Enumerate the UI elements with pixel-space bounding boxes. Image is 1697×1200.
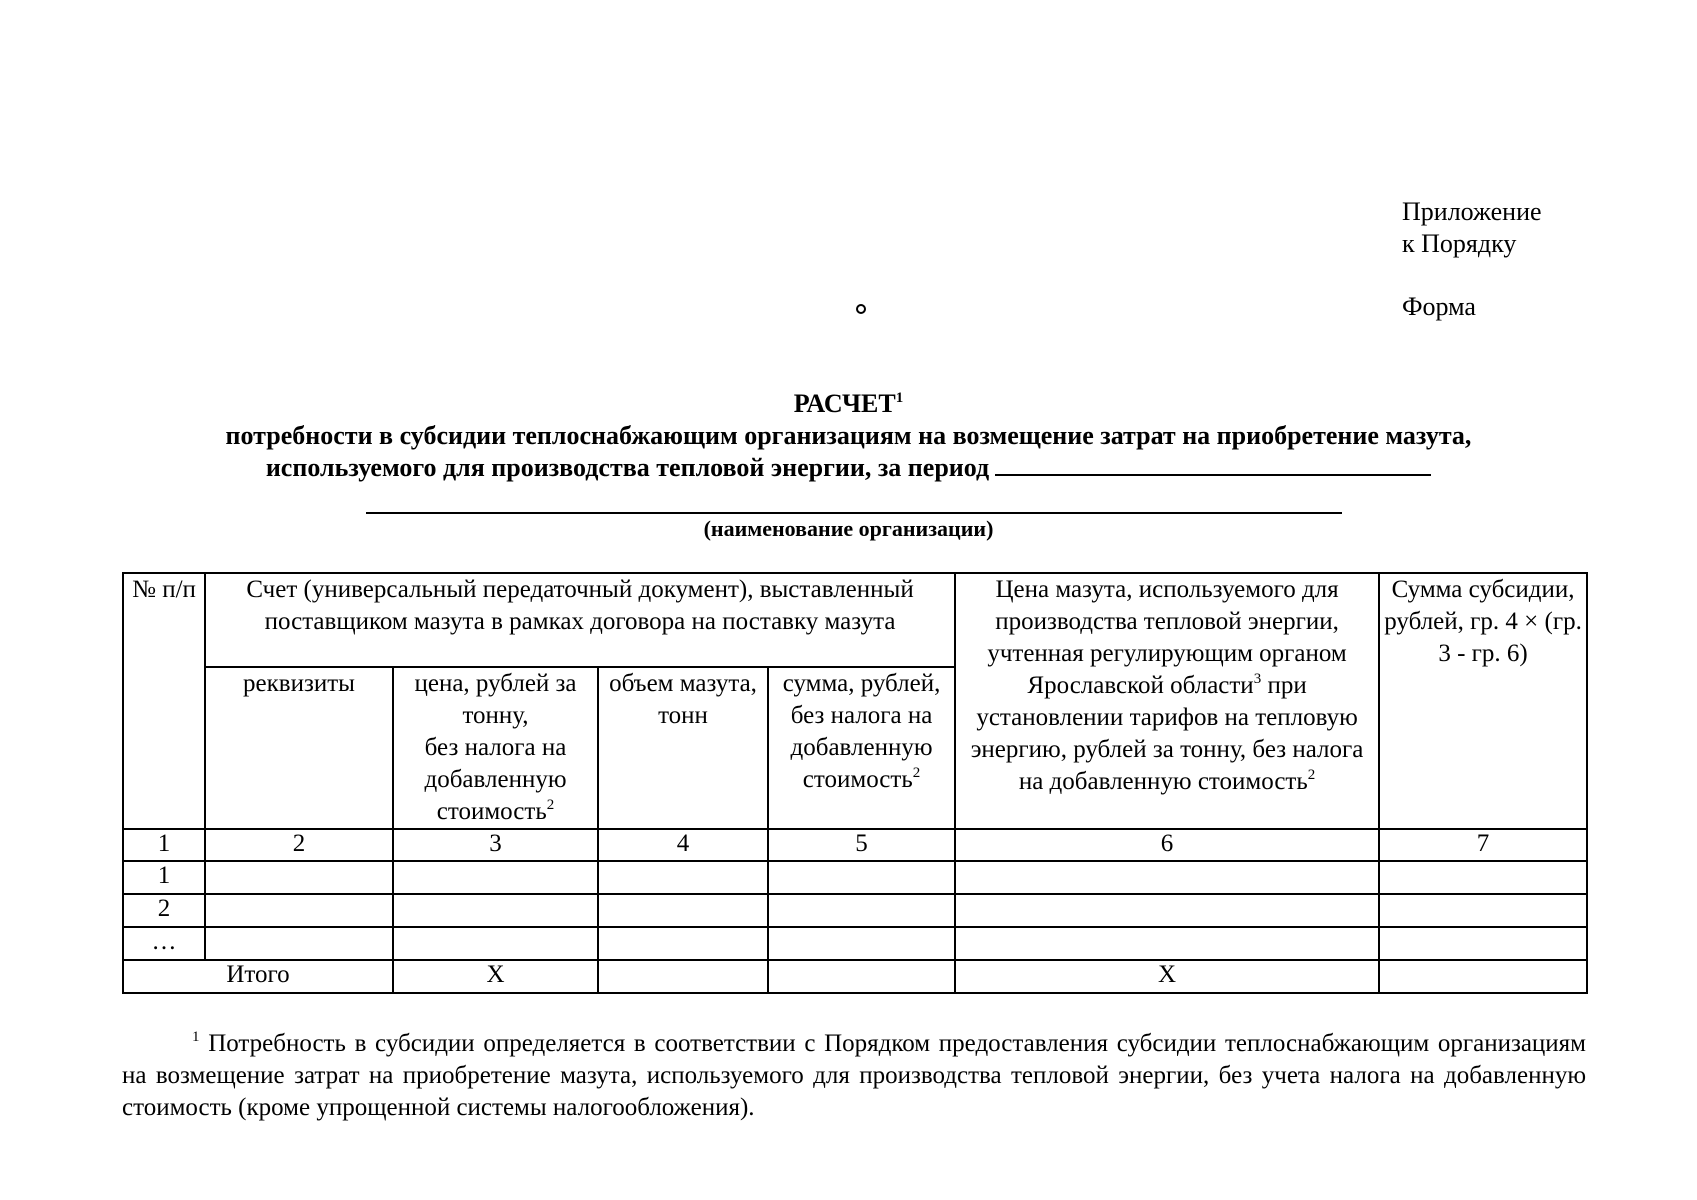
total-label: Итого [123,960,393,993]
title-main: РАСЧЕТ [793,389,896,418]
header-sum-b: без налога на добавленную стоимость [790,702,933,793]
table-row [123,894,1587,927]
header-regulator-price-a: Цена мазута, используемого для производства тепловой энергии, учтенная регулирующим органом Ярославской области [987,576,1347,699]
table-cell [598,894,768,927]
table-cell [205,927,393,960]
table-cell [768,861,955,894]
row-number: 2 [123,894,205,927]
circle-mark-icon [856,304,866,314]
footnote-mark-2a: 2 [546,797,555,813]
footnote-mark-2c: 2 [1307,767,1316,783]
row-number: 1 [123,861,205,894]
column-number: 2 [205,829,393,861]
row-number: … [123,927,205,960]
header-invoice: Счет (универсальный передаточный документ), выставленный поставщиком мазута в рамках договора на поставку мазута [205,573,955,667]
organization-blank-line [366,512,1342,514]
header-price-b: без налога на добавленную стоимость [424,734,567,825]
table-cell [955,861,1379,894]
header-sum [768,667,955,829]
column-number: 6 [955,829,1379,861]
header-details: реквизиты [205,667,393,829]
document-title [0,388,1697,420]
header-price [393,667,598,829]
table-cell [768,960,955,993]
table-cell [393,861,598,894]
column-number: 3 [393,829,598,861]
header-regulator-price [955,573,1379,829]
header-sum-a: сумма, рублей, [782,670,941,697]
table-cell [393,927,598,960]
column-number: 7 [1379,829,1587,861]
title-footnote-mark: 1 [895,390,904,406]
footnote-mark-2b: 2 [912,765,921,781]
table-cell [1379,927,1587,960]
table-cell [1379,894,1587,927]
x-mark: Х [955,960,1379,993]
table-cell [768,894,955,927]
table-cell [205,894,393,927]
organization-caption: (наименование организации) [703,516,994,541]
table-cell [598,927,768,960]
column-number: 4 [598,829,768,861]
total-row [123,960,1587,993]
header-volume: объем мазута, тонн [598,667,768,829]
footnote-mark: 1 [192,1029,200,1045]
header-row-number: № п/п [123,573,205,829]
header-price-a: цена, рублей за тонну, [414,670,577,729]
column-number-row [123,829,1587,861]
table-row [123,861,1587,894]
footnote [122,1028,1586,1124]
column-number: 1 [123,829,205,861]
table-cell [205,861,393,894]
calculation-table [122,572,1588,994]
x-mark: Х [393,960,598,993]
table-cell [955,894,1379,927]
table-cell [393,894,598,927]
column-number: 5 [768,829,955,861]
table-cell [768,927,955,960]
period-blank-line [995,452,1431,476]
table-row [123,927,1587,960]
title-line3 [0,452,1697,484]
form-label: Форма [1402,292,1476,321]
appendix-line2: к Порядку [1402,229,1517,258]
footnote-text: Потребность в субсидии определяется в соответствии с Порядком предоставления субсидии теплоснабжающим организациям на возмещение затрат на приобретение мазута, используемого для производства тепловой энергии, без учета налога на добавленную стоимость (кроме упрощенной системы налогообложения). [122,1030,1586,1121]
table-cell [1379,960,1587,993]
table-cell [598,861,768,894]
footnote-mark-3: 3 [1253,671,1262,687]
appendix-block [1402,196,1542,260]
header-regulator-price-b: при установлении тарифов на тепловую энергию, рублей за тонну, без налога на добавленную стоимость [970,672,1364,795]
table-cell [955,927,1379,960]
table-cell [1379,861,1587,894]
table-cell [598,960,768,993]
title-line2: потребности в субсидии теплоснабжающим организациям на возмещение затрат на приобретение мазута, [225,421,1472,450]
header-subsidy-sum: Сумма субсидии, рублей, гр. 4 × (гр. 3 - гр. 6) [1379,573,1587,829]
appendix-line1: Приложение [1402,197,1542,226]
title-line3-text: используемого для производства тепловой энергии, за период [265,453,990,482]
